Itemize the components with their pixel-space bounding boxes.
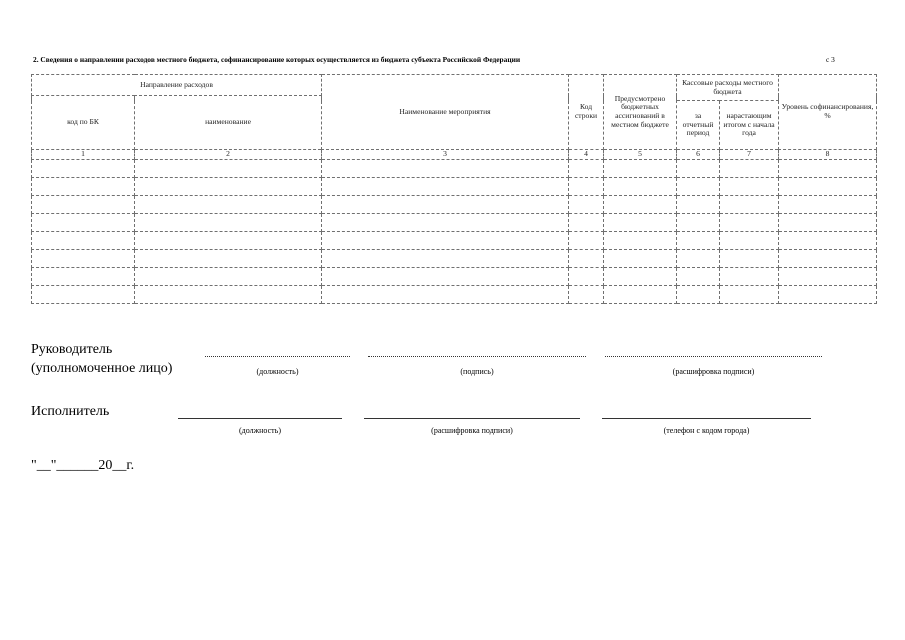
- table-cell[interactable]: [135, 250, 322, 268]
- head-label-authorized: (уполномоченное лицо): [31, 361, 173, 376]
- table-cell[interactable]: [569, 214, 604, 232]
- table-cell[interactable]: [32, 196, 135, 214]
- head-position-line[interactable]: [205, 356, 350, 357]
- table-cell[interactable]: [779, 160, 877, 178]
- table-cell[interactable]: [569, 268, 604, 286]
- table-row: [32, 232, 877, 250]
- table-cell[interactable]: [32, 178, 135, 196]
- header-direction-group: Направление расходов: [32, 75, 322, 96]
- table-row: [32, 214, 877, 232]
- header-code-bk: код по БК: [32, 96, 135, 150]
- table-cell[interactable]: [677, 160, 720, 178]
- table-cell[interactable]: [135, 178, 322, 196]
- column-number: 6: [677, 150, 720, 160]
- head-decode-caption: (расшифровка подписи): [672, 367, 755, 376]
- column-number: 7: [720, 150, 779, 160]
- table-cell[interactable]: [604, 268, 677, 286]
- table-cell[interactable]: [720, 286, 779, 304]
- header-event-name: Наименование мероприятия: [322, 75, 569, 150]
- header-row-code: Код строки: [569, 75, 604, 150]
- table-cell[interactable]: [135, 214, 322, 232]
- head-signature-caption: (подпись): [460, 367, 494, 376]
- header-cumulative: нарастающим итогом с начала года: [720, 101, 779, 150]
- executor-phone-line[interactable]: [602, 418, 811, 419]
- table-cell[interactable]: [604, 160, 677, 178]
- executor-position-line[interactable]: [178, 418, 342, 419]
- table-cell[interactable]: [569, 286, 604, 304]
- table-cell[interactable]: [322, 268, 569, 286]
- table-cell[interactable]: [569, 160, 604, 178]
- table-cell[interactable]: [677, 214, 720, 232]
- executor-decode-line[interactable]: [364, 418, 580, 419]
- table-row: [32, 160, 877, 178]
- table-cell[interactable]: [322, 286, 569, 304]
- executor-label: Исполнитель: [31, 404, 110, 419]
- table-cell[interactable]: [779, 268, 877, 286]
- table-cell[interactable]: [32, 160, 135, 178]
- header-reporting-period: за отчетный период: [677, 101, 720, 150]
- table-cell[interactable]: [135, 268, 322, 286]
- table-cell[interactable]: [779, 196, 877, 214]
- table-cell[interactable]: [779, 232, 877, 250]
- table-cell[interactable]: [604, 286, 677, 304]
- table-cell[interactable]: [322, 214, 569, 232]
- head-signature-line[interactable]: [368, 356, 586, 357]
- table-cell[interactable]: [569, 178, 604, 196]
- table-cell[interactable]: [720, 196, 779, 214]
- column-number: 4: [569, 150, 604, 160]
- table-row: [32, 286, 877, 304]
- table-cell[interactable]: [604, 232, 677, 250]
- table-cell[interactable]: [677, 232, 720, 250]
- table-cell[interactable]: [135, 232, 322, 250]
- section-title: 2. Сведения о направлении расходов местного бюджета, софинансирование которых осуществляется из бюджета субъекта Российской Федерации: [33, 55, 521, 64]
- head-label: Руководитель: [31, 342, 113, 357]
- table-cell[interactable]: [677, 286, 720, 304]
- header-cash-group: Кассовые расходы местного бюджета: [677, 75, 779, 101]
- table-cell[interactable]: [32, 214, 135, 232]
- column-number: 5: [604, 150, 677, 160]
- table-cell[interactable]: [720, 232, 779, 250]
- expenses-table: [31, 74, 877, 304]
- table-cell[interactable]: [32, 250, 135, 268]
- executor-decode-caption: (расшифровка подписи): [431, 426, 513, 435]
- table-cell[interactable]: [135, 196, 322, 214]
- date-field[interactable]: "__"______20__г.: [31, 458, 135, 473]
- table-cell[interactable]: [322, 160, 569, 178]
- table-cell[interactable]: [135, 160, 322, 178]
- executor-phone-caption: (телефон с кодом города): [663, 426, 750, 435]
- executor-position-caption: (должность): [239, 426, 281, 435]
- table-cell[interactable]: [779, 178, 877, 196]
- table-cell[interactable]: [604, 250, 677, 268]
- page-number: с 3: [826, 55, 835, 64]
- table-cell[interactable]: [720, 160, 779, 178]
- table-cell[interactable]: [322, 232, 569, 250]
- table-cell[interactable]: [720, 214, 779, 232]
- head-position-caption: (должность): [256, 367, 299, 376]
- table-cell[interactable]: [322, 196, 569, 214]
- table-cell[interactable]: [569, 232, 604, 250]
- table-row: [32, 250, 877, 268]
- header-name: наименование: [135, 96, 322, 150]
- table-cell[interactable]: [32, 268, 135, 286]
- table-cell[interactable]: [569, 250, 604, 268]
- table-cell[interactable]: [720, 268, 779, 286]
- column-number: 3: [322, 150, 569, 160]
- table-cell[interactable]: [135, 286, 322, 304]
- header-budget-allocations: Предусмотрено бюджетных ассигнований в местном бюджете: [604, 75, 677, 150]
- table-cell[interactable]: [677, 268, 720, 286]
- head-decode-line[interactable]: [605, 356, 822, 357]
- table-row: [32, 268, 877, 286]
- table-cell[interactable]: [604, 214, 677, 232]
- table-cell[interactable]: [779, 214, 877, 232]
- header-cofinancing-level: Уровень софинансирования, %: [779, 75, 877, 150]
- column-number: 2: [135, 150, 322, 160]
- table-cell[interactable]: [32, 232, 135, 250]
- table-cell[interactable]: [604, 196, 677, 214]
- table-row: [32, 178, 877, 196]
- table-row: [32, 196, 877, 214]
- table-cell[interactable]: [322, 250, 569, 268]
- table-cell[interactable]: [322, 178, 569, 196]
- table-cell[interactable]: [677, 250, 720, 268]
- table-cell[interactable]: [720, 250, 779, 268]
- column-number: 1: [32, 150, 135, 160]
- table-cell[interactable]: [779, 286, 877, 304]
- table-cell[interactable]: [720, 178, 779, 196]
- table-cell[interactable]: [569, 196, 604, 214]
- table-cell[interactable]: [779, 250, 877, 268]
- table-cell[interactable]: [604, 178, 677, 196]
- table-cell[interactable]: [677, 196, 720, 214]
- table-cell[interactable]: [32, 286, 135, 304]
- table-cell[interactable]: [677, 178, 720, 196]
- column-number: 8: [779, 150, 877, 160]
